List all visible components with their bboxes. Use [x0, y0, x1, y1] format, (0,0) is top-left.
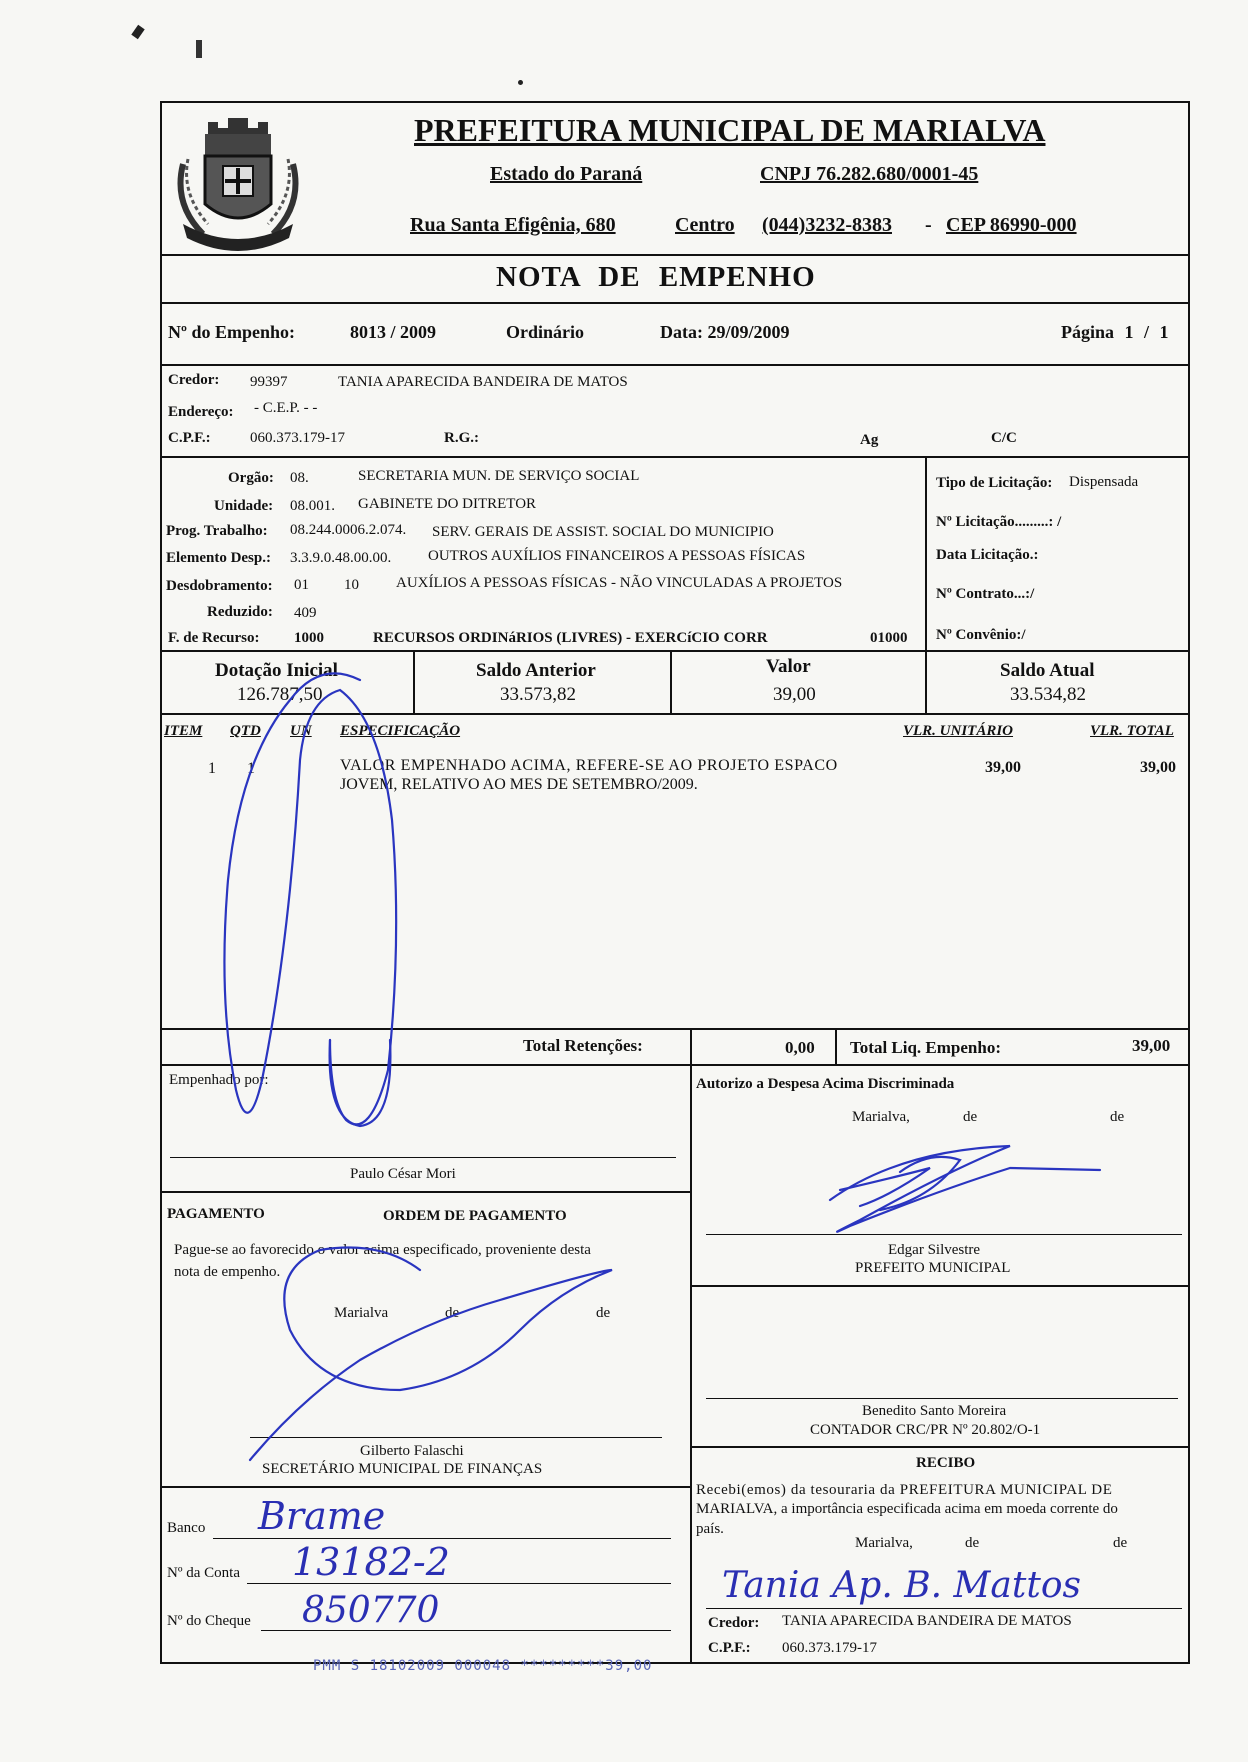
- recibo-signature: Tania Ap. B. Mattos: [722, 1565, 1081, 1606]
- desd-value: AUXÍLIOS A PESSOAS FÍSICAS - NÃO VINCULADAS A PROJETOS: [396, 575, 843, 591]
- address-field-value: - C.E.P. - -: [254, 400, 318, 416]
- pagamento-text-line1: Pague-se ao favorecido o valor acima especificado, proveniente desta: [174, 1242, 591, 1258]
- valor-label: Valor: [766, 656, 811, 677]
- recibo-credor-label: Credor:: [708, 1615, 760, 1631]
- reduzido-value: 409: [294, 605, 317, 621]
- col-header-qtd: QTD: [230, 723, 261, 739]
- licitacao-date: Data Licitação.:: [936, 547, 1039, 563]
- credor-code: 99397: [250, 374, 288, 390]
- empenhado-por-label: Empenhado por:: [169, 1072, 269, 1088]
- recibo-credor-name: TANIA APARECIDA BANDEIRA DE MATOS: [782, 1613, 1072, 1629]
- total-retencoes-label: Total Retenções:: [523, 1036, 643, 1055]
- prefeito-name: Edgar Silvestre: [888, 1242, 981, 1258]
- desd-code1: 01: [294, 577, 309, 593]
- cnpj-label: CNPJ 76.282.680/0001-45: [760, 163, 979, 185]
- empenho-number: 8013 / 2009: [350, 322, 437, 342]
- cheque-handwritten: 850770: [302, 1590, 440, 1631]
- cc-label: C/C: [991, 430, 1017, 446]
- desd-code2: 10: [344, 577, 359, 593]
- saldo-anterior-value: 33.573,82: [500, 684, 576, 705]
- item-unit-value: 39,00: [985, 759, 1021, 776]
- autorizo-city: Marialva,: [852, 1109, 910, 1125]
- empenho-type: Ordinário: [506, 322, 585, 342]
- contador-role: CONTADOR CRC/PR Nº 20.802/O-1: [810, 1422, 1041, 1438]
- saldo-atual-value: 33.534,82: [1010, 684, 1086, 705]
- recibo-text-line1: Recebi(emos) da tesouraria da PREFEITURA MUNICIPAL DE: [696, 1482, 1113, 1498]
- pagamento-de-2: de: [596, 1305, 611, 1321]
- pagamento-city: Marialva: [334, 1305, 389, 1321]
- banco-handwritten: Brame: [258, 1494, 386, 1538]
- convenio-number: Nº Convênio:/: [936, 627, 1026, 643]
- total-retencoes-value: 0,00: [785, 1038, 815, 1057]
- recibo-de-1: de: [965, 1535, 980, 1551]
- empenho-date: Data: 29/09/2009: [660, 322, 790, 342]
- dash-separator: -: [925, 214, 932, 236]
- conta-handwritten: 13182-2: [292, 1540, 450, 1584]
- orgao-code: 08.: [290, 470, 309, 486]
- credor-name: TANIA APARECIDA BANDEIRA DE MATOS: [338, 374, 628, 390]
- prog-label: Prog. Trabalho:: [166, 523, 268, 539]
- cheque-label: Nº do Cheque: [167, 1613, 251, 1629]
- item-description-line1: VALOR EMPENHADO ACIMA, REFERE-SE AO PROJETO ESPACO: [340, 757, 838, 774]
- autorizo-de-1: de: [963, 1109, 978, 1125]
- cpf-value: 060.373.179-17: [250, 430, 345, 446]
- address-field-label: Endereço:: [168, 404, 234, 420]
- fonte-code: 1000: [294, 630, 324, 646]
- fonte-number: 01000: [870, 630, 908, 646]
- prog-value: SERV. GERAIS DE ASSIST. SOCIAL DO MUNICIPIO: [432, 524, 774, 540]
- item-description-line2: JOVEM, RELATIVO AO MES DE SETEMBRO/2009.: [340, 776, 698, 793]
- prog-code: 08.244.0006.2.074.: [290, 522, 407, 538]
- saldo-anterior-label: Saldo Anterior: [476, 660, 596, 681]
- total-liquido-label: Total Liq. Empenho:: [850, 1038, 1001, 1057]
- saldo-atual-label: Saldo Atual: [1000, 660, 1095, 681]
- phone-label: (044)3232-8383: [762, 214, 892, 236]
- ag-label: Ag: [860, 432, 879, 448]
- licitacao-type-value: Dispensada: [1069, 474, 1139, 490]
- unidade-value: GABINETE DO DITRETOR: [358, 496, 537, 512]
- item-qtd: 1: [247, 760, 255, 777]
- conta-label: Nº da Conta: [167, 1565, 240, 1581]
- col-header-un: UN: [290, 723, 312, 739]
- page-number: Página 1 / 1: [1061, 322, 1169, 342]
- reduzido-label: Reduzido:: [207, 604, 273, 620]
- col-header-item: ITEM: [164, 723, 203, 739]
- orgao-value: SECRETARIA MUN. DE SERVIÇO SOCIAL: [358, 468, 640, 484]
- recibo-cpf-value: 060.373.179-17: [782, 1640, 877, 1656]
- total-liquido-value: 39,00: [1132, 1036, 1171, 1055]
- page-title: PREFEITURA MUNICIPAL DE MARIALVA: [414, 112, 1046, 148]
- recibo-city: Marialva,: [855, 1535, 913, 1551]
- recibo-text-line2: MARIALVA, a importância especificada acima em moeda corrente do: [696, 1501, 1118, 1517]
- dotacao-inicial-value: 126.787,50: [237, 684, 323, 705]
- unidade-label: Unidade:: [214, 498, 274, 514]
- mori-name: Paulo César Mori: [350, 1166, 456, 1182]
- item-number: 1: [208, 760, 216, 777]
- pagamento-title: PAGAMENTO: [167, 1206, 265, 1222]
- prefeito-role: PREFEITO MUNICIPAL: [855, 1260, 1011, 1276]
- address-label: Rua Santa Efigênia, 680: [410, 214, 616, 236]
- col-header-especificacao: ESPECIFICAÇÃO: [340, 723, 461, 739]
- licitacao-type-label: Tipo de Licitação:: [936, 475, 1053, 491]
- item-total-value: 39,00: [1140, 759, 1176, 776]
- cpf-label: C.P.F.:: [168, 430, 211, 446]
- pagamento-de-1: de: [445, 1305, 460, 1321]
- autorizo-de-2: de: [1110, 1109, 1125, 1125]
- document-title: NOTA DE EMPENHO: [496, 261, 816, 293]
- authentication-stamp: PMM S 18102009 000048 *********39,00: [313, 1658, 653, 1674]
- district-label: Centro: [675, 214, 735, 236]
- col-header-vlr-unitario: VLR. UNITÁRIO: [903, 723, 1014, 739]
- ordem-pagamento-title: ORDEM DE PAGAMENTO: [383, 1208, 567, 1224]
- dotacao-inicial-label: Dotação Inicial: [215, 660, 338, 681]
- orgao-label: Orgão:: [228, 470, 274, 486]
- col-header-vlr-total: VLR. TOTAL: [1090, 723, 1174, 739]
- recibo-text-line3: país.: [696, 1521, 724, 1537]
- empenho-number-label: Nº do Empenho:: [168, 322, 295, 342]
- elem-code: 3.3.9.0.48.00.00.: [290, 550, 392, 566]
- cep-label: CEP 86990-000: [946, 214, 1077, 236]
- recibo-title: RECIBO: [916, 1455, 976, 1471]
- secretario-name: Gilberto Falaschi: [360, 1443, 464, 1459]
- pagamento-text-line2: nota de empenho.: [174, 1264, 281, 1280]
- banco-label: Banco: [167, 1520, 206, 1536]
- valor-value: 39,00: [773, 684, 816, 705]
- fonte-label: F. de Recurso:: [168, 630, 260, 646]
- fonte-value: RECURSOS ORDINáRIOS (LIVRES) - EXERCíCIO CORR: [373, 630, 768, 646]
- credor-label: Credor:: [168, 372, 220, 388]
- elem-value: OUTROS AUXÍLIOS FINANCEIROS A PESSOAS FÍSICAS: [428, 548, 806, 564]
- recibo-cpf-label: C.P.F.:: [708, 1640, 751, 1656]
- contrato-number: Nº Contrato...:/: [936, 586, 1035, 602]
- autorizo-label: Autorizo a Despesa Acima Discriminada: [696, 1076, 955, 1092]
- desd-label: Desdobramento:: [166, 578, 273, 594]
- state-label: Estado do Paraná: [490, 163, 643, 185]
- elem-label: Elemento Desp.:: [166, 550, 271, 566]
- licitacao-number: Nº Licitação.........: /: [936, 514, 1062, 530]
- rg-label: R.G.:: [444, 430, 479, 446]
- recibo-de-2: de: [1113, 1535, 1128, 1551]
- unidade-code: 08.001.: [290, 498, 335, 514]
- contador-name: Benedito Santo Moreira: [862, 1403, 1007, 1419]
- secretario-role: SECRETÁRIO MUNICIPAL DE FINANÇAS: [262, 1461, 543, 1477]
